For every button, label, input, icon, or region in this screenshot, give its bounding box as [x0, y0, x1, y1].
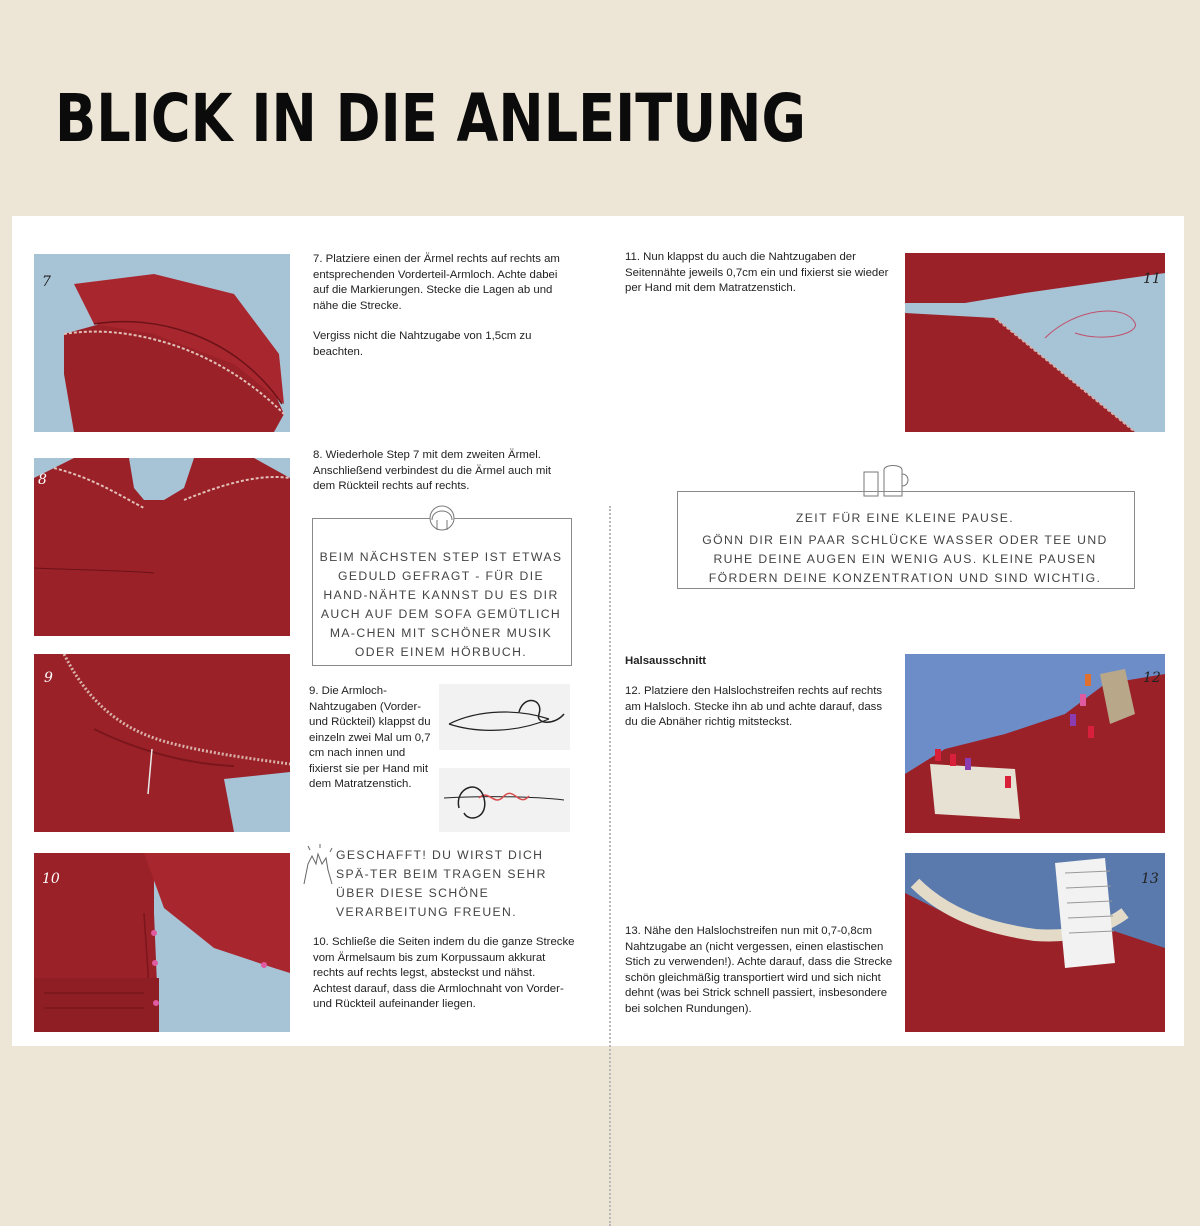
patience-note-text: BEIM NÄCHSTEN STEP IST ETWAS GEDULD GEFRAGT - FÜR DIE HAND-NÄHTE KANNST DU ES DIR AUCH AUF DEM SOFA GEMÜTLICH MA-CHEN MIT SCHÖNER MUSIK ODER EINEM HÖRBUCH. [319, 550, 563, 659]
mattress-stitch-sketch-2 [439, 768, 570, 832]
pause-note-title: ZEIT FÜR EINE KLEINE PAUSE. [795, 511, 1015, 525]
sleeve-pinned-image [34, 254, 290, 432]
instruction-spread [12, 216, 1184, 1046]
woman-sketch-icon [424, 502, 460, 538]
hands-sketch-icon [294, 844, 342, 892]
mattress-stitch-sketch-1 [439, 684, 570, 750]
neckline-sewing-image [905, 853, 1165, 1032]
step-number: 8 [38, 472, 47, 488]
photo-step-13 [905, 853, 1165, 1032]
photo-step-12 [905, 654, 1165, 833]
photo-step-9 [34, 654, 290, 832]
pause-note-text: GÖNN DIR EIN PAAR SCHLÜCKE WASSER ODER TEE UND RUHE DEINE AUGEN EIN WENIG AUS. KLEINE PAUSEN FÖRDERN DEINE KONZENTRATION UND SIND WICHTIG. [702, 533, 1108, 585]
step-11-text: 11. Nun klappst du auch die Nahtzugaben der Seitennähte jeweils 0,7cm ein und fixierst sie wieder per Hand mit dem Matratzenstich. [625, 251, 889, 294]
headline: BLICK IN DIE ANLEITUNG [55, 80, 806, 157]
done-note-text: GESCHAFFT! DU WIRST DICH SPÄ-TER BEIM TRAGEN SEHR ÜBER DIESE SCHÖNE VERARBEITUNG FREUEN. [336, 848, 547, 919]
photo-step-11 [905, 253, 1165, 432]
step-number: 9 [44, 670, 53, 686]
armhole-seam-image [34, 654, 290, 832]
step-number: 12 [1143, 670, 1161, 686]
step-number: 10 [42, 871, 60, 887]
step-13-text: 13. Nähe den Halslochstreifen nun mit 0,7-0,8cm Nahtzugabe an (nicht vergessen, einen elastischen Stich zu verwenden!). Achte darauf, dass die Strecke schön gleichmäßig transportiert wird und sich nicht dehnt (was bei Strick schnell passiert, insbesondere bei solchen Rundungen). [625, 925, 893, 1015]
neckline-clips-image [905, 654, 1165, 833]
side-seams-image [34, 853, 290, 1032]
side-seam-handstitch-image [905, 253, 1165, 432]
photo-step-10 [34, 853, 290, 1032]
step-number: 13 [1141, 871, 1159, 887]
section-heading: Halsausschnitt [625, 655, 707, 667]
needle-sketch-icon [439, 684, 570, 750]
step-9-text: 9. Die Armloch-Nahtzugaben (Vorder- und Rückteil) klappst du einzeln zwei Mal um 0,7 cm nach innen und fixierst sie per Hand mit dem Matratzenstich. [309, 685, 431, 790]
step-7-text [313, 252, 575, 360]
stitch-sketch-icon [439, 768, 570, 832]
sleeves-attached-image [34, 458, 290, 636]
step-number: 11 [1143, 271, 1161, 287]
step-7-paragraph-1: 7. Platziere einen der Ärmel rechts auf rechts am entsprechenden Vorderteil-Armloch. Achte dabei auf die Markierungen. Stecke die Lagen ab und nähe die Strecke. [313, 253, 560, 312]
page-divider [609, 506, 611, 1226]
photo-step-8 [34, 458, 290, 636]
step-12-text: 12. Platziere den Halslochstreifen rechts auf rechts am Halsloch. Stecke ihn ab und achte darauf, dass du die Abnäher richtig mitsteckst. [625, 685, 883, 728]
step-8-text: 8. Wiederhole Step 7 mit dem zweiten Ärmel. Anschließend verbindest du die Ärmel auch mit dem Rückteil rechts auf rechts. [313, 449, 552, 492]
photo-step-7 [34, 254, 290, 432]
step-number: 7 [42, 274, 51, 290]
step-7-paragraph-2: Vergiss nicht die Nahtzugabe von 1,5cm zu beachten. [313, 330, 532, 358]
step-10-text: 10. Schließe die Seiten indem du die ganze Strecke vom Ärmelsaum bis zum Korpussaum akkurat rechts auf rechts legst, absteckst und nähst. Achtest darauf, dass die Armlochnaht von Vorder- und Rückteil aufeinander liegen. [313, 936, 575, 1010]
